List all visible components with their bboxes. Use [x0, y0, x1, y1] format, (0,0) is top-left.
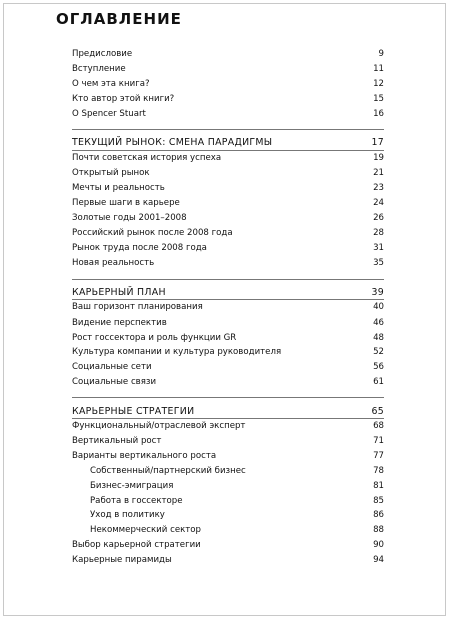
toc-entry[interactable] [72, 256, 384, 270]
toc-entry[interactable] [72, 331, 384, 345]
entry-label: Новая реальность [72, 258, 155, 268]
entry-page: 68 [373, 421, 384, 431]
section-divider [72, 279, 384, 280]
entry-label: Бизнес-эмиграция [90, 481, 174, 491]
entry-page: 56 [373, 362, 384, 372]
toc-subentry[interactable] [90, 494, 384, 508]
entry-page: 61 [373, 377, 384, 387]
toc-entry[interactable] [72, 419, 384, 433]
entry-page: 94 [373, 555, 384, 565]
entry-label: Работа в госсекторе [90, 496, 183, 506]
entry-page: 77 [373, 451, 384, 461]
entry-page: 71 [373, 436, 384, 446]
entry-label: О Spencer Stuart [72, 109, 146, 119]
entry-page: 9 [378, 49, 384, 59]
toc-entry[interactable] [72, 538, 384, 552]
entry-label: Уход в политику [90, 510, 165, 520]
entry-page: 19 [373, 153, 384, 163]
entry-label: Рост госсектора и роль функции GR [72, 333, 237, 343]
entry-page: 15 [373, 94, 384, 104]
toc-entry[interactable] [72, 300, 384, 314]
entry-label: О чем эта книга? [72, 79, 150, 89]
toc-entry[interactable] [72, 62, 384, 76]
section-title: КАРЬЕРНЫЙ ПЛАН [72, 286, 166, 298]
toc-entry[interactable] [72, 211, 384, 225]
entry-page: 31 [373, 243, 384, 253]
entry-page: 24 [373, 198, 384, 208]
entry-label: Ваш горизонт планирования [72, 302, 203, 312]
entry-label: Российский рынок после 2008 года [72, 228, 233, 238]
section-title: ТЕКУЩИЙ РЫНОК: СМЕНА ПАРАДИГМЫ [72, 136, 273, 148]
entry-label: Мечты и реальность [72, 183, 165, 193]
toc-entry[interactable] [72, 553, 384, 567]
entry-label: Вертикальный рост [72, 436, 162, 446]
entry-page: 40 [373, 302, 384, 312]
toc-entry[interactable] [72, 375, 384, 389]
section-heading[interactable] [72, 404, 384, 418]
section-page: 65 [371, 405, 384, 417]
entry-label: Вступление [72, 64, 126, 74]
toc-entry[interactable] [72, 241, 384, 255]
toc-subentry[interactable] [90, 508, 384, 522]
toc-entry[interactable] [72, 360, 384, 374]
toc-entry[interactable] [72, 434, 384, 448]
entry-label: Первые шаги в карьере [72, 198, 180, 208]
entry-label: Карьерные пирамиды [72, 555, 172, 565]
entry-page: 48 [373, 333, 384, 343]
toc-entry[interactable] [72, 449, 384, 463]
entry-label: Собственный/партнерский бизнес [90, 466, 246, 476]
toc-entry[interactable] [72, 107, 384, 121]
toc-entry[interactable] [72, 316, 384, 330]
entry-page: 11 [373, 64, 384, 74]
entry-page: 35 [373, 258, 384, 268]
entry-label: Предисловие [72, 49, 133, 59]
section-page: 17 [371, 136, 384, 148]
toc-entry[interactable] [72, 151, 384, 165]
entry-label: Некоммерческий сектор [90, 525, 202, 535]
entry-page: 85 [373, 496, 384, 506]
entry-page: 86 [373, 510, 384, 520]
section-divider [72, 397, 384, 398]
toc-entry[interactable] [72, 77, 384, 91]
toc-entry[interactable] [72, 166, 384, 180]
section-page: 39 [371, 286, 384, 298]
toc-subentry[interactable] [90, 479, 384, 493]
entry-page: 28 [373, 228, 384, 238]
entry-page: 21 [373, 168, 384, 178]
toc-entry[interactable] [72, 345, 384, 359]
entry-label: Социальные сети [72, 362, 152, 372]
entry-page: 23 [373, 183, 384, 193]
entry-label: Золотые годы 2001–2008 [72, 213, 187, 223]
section-title: КАРЬЕРНЫЕ СТРАТЕГИИ [72, 405, 195, 417]
section-heading[interactable] [72, 135, 384, 149]
toc-entry[interactable] [72, 181, 384, 195]
entry-label: Выбор карьерной стратегии [72, 540, 201, 550]
entry-label: Почти советская история успеха [72, 153, 222, 163]
toc-subentry[interactable] [90, 464, 384, 478]
entry-page: 81 [373, 481, 384, 491]
toc-entry[interactable] [72, 92, 384, 106]
entry-label: Функциональный/отраслевой эксперт [72, 421, 246, 431]
entry-label: Социальные связи [72, 377, 157, 387]
entry-label: Видение перспектив [72, 318, 167, 328]
entry-page: 88 [373, 525, 384, 535]
section-heading[interactable] [72, 285, 384, 299]
entry-page: 16 [373, 109, 384, 119]
page-title: ОГЛАВЛЕНИЕ [56, 10, 182, 28]
entry-label: Культура компании и культура руководителя [72, 347, 282, 357]
entry-page: 26 [373, 213, 384, 223]
toc-subentry[interactable] [90, 523, 384, 537]
entry-page: 46 [373, 318, 384, 328]
toc-entry[interactable] [72, 47, 384, 61]
entry-page: 78 [373, 466, 384, 476]
section-divider [72, 129, 384, 130]
entry-label: Рынок труда после 2008 года [72, 243, 207, 253]
entry-label: Кто автор этой книги? [72, 94, 175, 104]
entry-label: Открытый рынок [72, 168, 150, 178]
toc-entry[interactable] [72, 226, 384, 240]
entry-page: 12 [373, 79, 384, 89]
toc-entry[interactable] [72, 196, 384, 210]
entry-page: 52 [373, 347, 384, 357]
entry-label: Варианты вертикального роста [72, 451, 217, 461]
entry-page: 90 [373, 540, 384, 550]
